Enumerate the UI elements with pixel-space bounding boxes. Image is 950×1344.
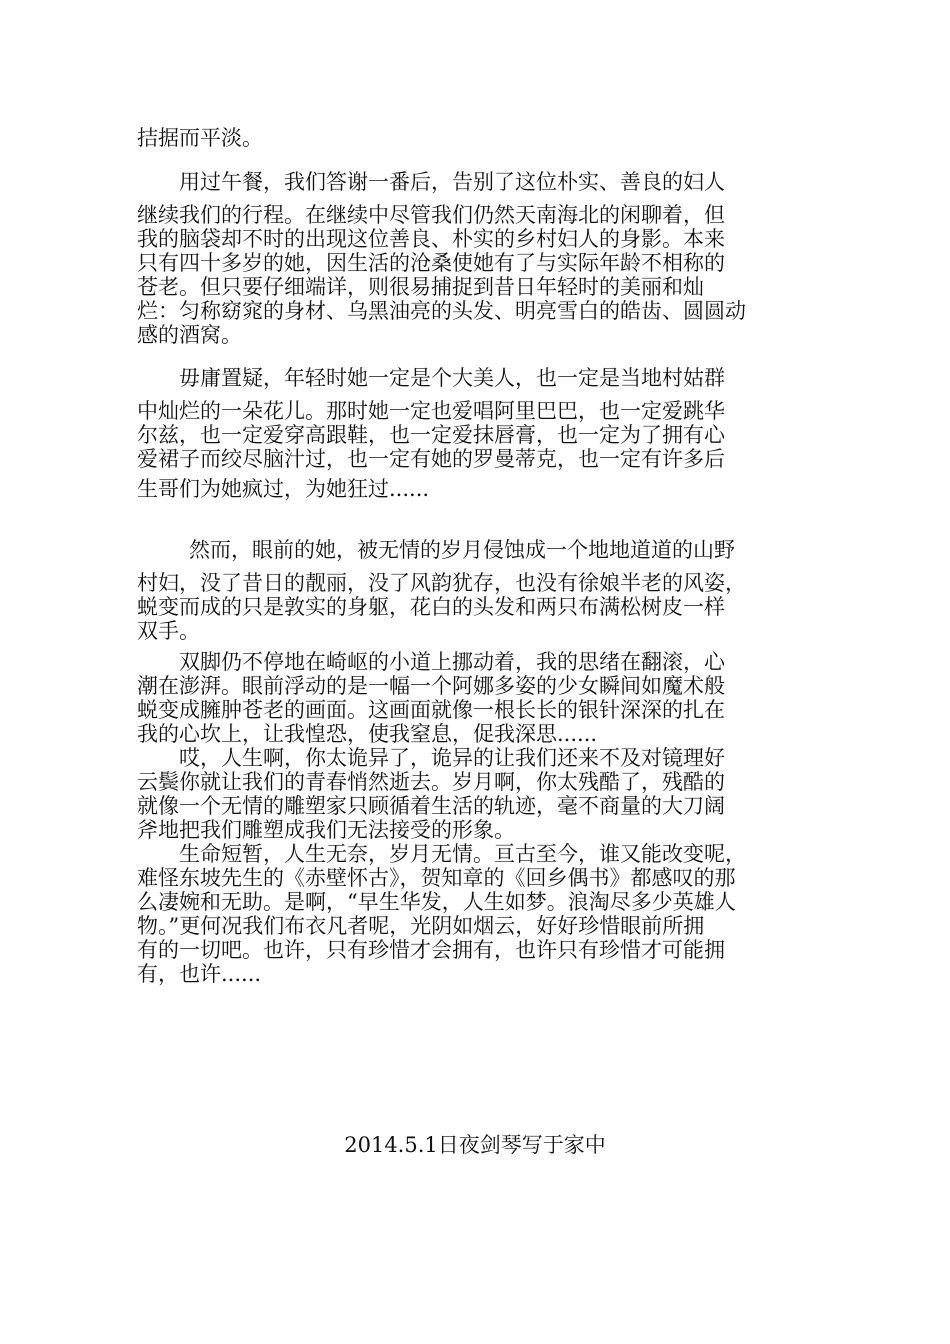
text-line: 拮据而平淡。 bbox=[137, 126, 263, 150]
text-line: 爱裙子而绞尽脑汁过，也一定有她的罗曼蒂克，也一定有许多后 bbox=[137, 447, 725, 471]
text-line: 我的脑袋却不时的出现这位善良、朴实的乡村妇人的身影。本来 bbox=[137, 227, 725, 251]
text-line: 生命短暂，人生无奈，岁月无情。亘古至今，谁又能改变呢， bbox=[179, 842, 746, 866]
text-line: 潮在澎湃。眼前浮动的是一幅一个阿娜多姿的少女瞬间如魔术般 bbox=[137, 674, 725, 698]
text-line: 物。”更何况我们布衣凡者呢，光阴如烟云，好好珍惜眼前所拥 bbox=[137, 914, 705, 938]
text-line: 继续我们的行程。在继续中尽管我们仍然天南海北的闲聊着，但 bbox=[137, 203, 725, 227]
text-line: 斧地把我们雕塑成我们无法接受的形象。 bbox=[137, 818, 515, 842]
paragraph-opening bbox=[137, 126, 805, 150]
text-line: 我的心坎上，让我惶恐，使我窒息，促我深思...... bbox=[137, 722, 598, 746]
text-line: 云鬓你就让我们的青春悄然逝去。岁月啊，你太残酷了，残酷的 bbox=[137, 770, 725, 794]
text-line: 感的酒窝。 bbox=[137, 323, 242, 347]
paragraph-present-day bbox=[137, 529, 805, 643]
paragraph-thoughts bbox=[137, 650, 805, 746]
text-line: 么凄婉和无助。是啊，“早生华发，人生如梦。浪淘尽多少英雄人 bbox=[137, 890, 736, 914]
text-line: 有，也许...... bbox=[137, 962, 262, 986]
paragraph-after-lunch bbox=[137, 161, 805, 347]
text-line: 然而，眼前的她，被无情的岁月侵蚀成一个地地道道的山野 bbox=[189, 538, 735, 562]
text-line: 哎，人生啊，你太诡异了，诡异的让我们还来不及对镜理好 bbox=[179, 746, 725, 770]
paragraph-life-lament bbox=[137, 746, 805, 842]
text-line: 苍老。但只要仔细端详，则很易捕捉到昔日年轻时的美丽和灿 bbox=[137, 275, 704, 299]
paragraph-young-beauty bbox=[137, 357, 805, 507]
text-line: 烂：匀称窈窕的身材、乌黑油亮的头发、明亮雪白的皓齿、圆圆动 bbox=[137, 299, 746, 323]
text-line: 双脚仍不停地在崎岖的小道上挪动着，我的思绪在翻滚，心 bbox=[179, 650, 725, 674]
text-line: 双手。 bbox=[137, 619, 200, 643]
text-line: 有的一切吧。也许，只有珍惜才会拥有，也许只有珍惜才可能拥 bbox=[137, 938, 725, 962]
text-line: 村妇，没了昔日的靓丽，没了风韵犹存，也没有徐娘半老的风姿， bbox=[137, 571, 746, 595]
text-line: 尔兹，也一定爱穿高跟鞋，也一定爱抹唇膏，也一定为了拥有心 bbox=[137, 423, 725, 447]
text-line: 就像一个无情的雕塑家只顾循着生活的轨迹，毫不商量的大刀阔 bbox=[137, 794, 725, 818]
text-line: 难怪东坡先生的《赤壁怀古》，贺知章的《回乡偶书》都感叹的那 bbox=[137, 866, 736, 890]
text-line: 中灿烂的一朵花儿。那时她一定也爱唱阿里巴巴，也一定爱跳华 bbox=[137, 399, 725, 423]
paragraph-conclusion bbox=[137, 842, 805, 986]
text-line: 用过午餐，我们答谢一番后，告别了这位朴实、善良的妇人 bbox=[179, 170, 725, 194]
text-line: 生哥们为她疯过，为她狂过...... bbox=[137, 477, 430, 501]
text-line: 蜕变而成的只是敦实的身躯，花白的头发和两只布满松树皮一样 bbox=[137, 595, 725, 619]
text-line: 只有四十多岁的她，因生活的沧桑使她有了与实际年龄不相称的 bbox=[137, 251, 725, 275]
text-line: 蜕变成臃肿苍老的画面。这画面就像一根长长的银针深深的扎在 bbox=[137, 698, 725, 722]
text-line: 毋庸置疑，年轻时她一定是个大美人，也一定是当地村姑群 bbox=[179, 366, 725, 390]
signature-date: 2014.5.1日夜剑琴写于家中 bbox=[344, 1133, 606, 1157]
